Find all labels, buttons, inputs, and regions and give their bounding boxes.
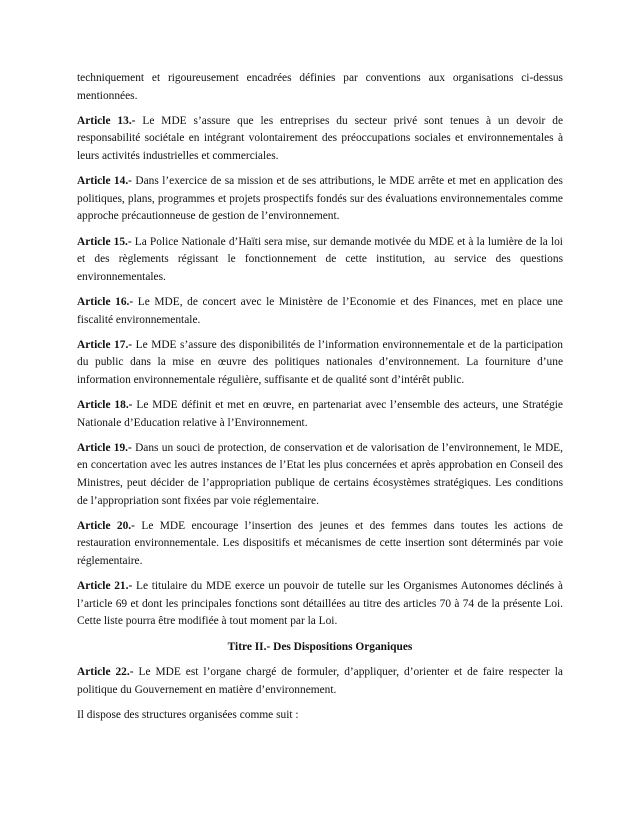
article-label: Article 21.- [77,580,133,593]
article-text: Le MDE encourage l’insertion des jeunes et des femmes dans toutes les actions de restauration environnementale. Les dispositifs et mécanismes de cette insertion sont déterminés par voie réglementaire. [77,519,563,567]
article-17 [77,337,563,390]
article-label: Article 16.- [77,295,134,308]
article-16 [77,294,563,329]
article-text: Le MDE définit et met en œuvre, en partenariat avec l’ensemble des acteurs, une Stratégie Nationale d’Education relative à l’Environnement. [77,399,563,429]
section-title-heading: Titre II.- Des Dispositions Organiques [227,640,413,653]
article-label: Article 18.- [77,399,133,412]
article-label: Article 19.- [77,441,132,454]
article-label: Article 14.- [77,175,132,188]
article-text: Le MDE est l’organe chargé de formuler, d’appliquer, d’orienter et de faire respecter la politique du Gouvernement en matière d’environnement. [77,666,563,696]
article-20 [77,518,563,571]
article-label: Article 22.- [77,666,134,679]
article-text: Le MDE, de concert avec le Ministère de l’Economie et des Finances, met en place une fiscalité environnementale. [77,295,563,326]
article-label: Article 17.- [77,338,133,351]
article-21 [77,578,563,631]
article-text: Le MDE s’assure des disponibilités de l’information environnementale et de la participation du public dans la mise en œuvre des politiques nationales d’environnement. La fourniture d’une information environnementale régulière, suffisante et de qualité sont d’intérêt public. [77,338,563,386]
article-text: La Police Nationale d’Haïti sera mise, sur demande motivée du MDE et à la lumière de la loi et des règlements régissant le fonctionnement de cette institution, au service des questions environnementales. [77,235,563,283]
article-label: Article 13.- [77,114,136,127]
closing-line: Il dispose des structures organisées comme suit : [77,708,299,721]
article-text: Le MDE s’assure que les entreprises du secteur privé sont tenues à un devoir de responsabilité sociétale en intégrant volontairement des préoccupations sociales et environnementales à leurs activités industrielles et commerciales. [77,114,563,162]
intro-paragraph: techniquement et rigoureusement encadrées définies par conventions aux organisations ci-dessus mentionnées. [77,72,563,102]
article-text: Dans un souci de protection, de conservation et de valorisation de l’environnement, le MDE, en concertation avec les autres instances de l’Etat les plus concernées et après approbation en Conseil des Ministres, peut décider de l’appropriation publique de certains écosystèmes stratégiques. Les conditions de l’appropriation sont fixées par voie réglementaire. [77,441,563,507]
article-label: Article 20.- [77,519,135,532]
article-15 [77,234,563,287]
article-18 [77,397,563,432]
article-text: Le titulaire du MDE exerce un pouvoir de tutelle sur les Organismes Autonomes déclinés à l’article 69 et dont les principales fonctions sont détaillées au titre des articles 70 à 74 de la présente Loi. Cette liste pourra être modifiée à tout moment par la Loi. [77,580,563,628]
article-label: Article 15.- [77,235,132,248]
article-14 [77,173,563,226]
article-19 [77,440,563,510]
article-text: Dans l’exercice de sa mission et de ses attributions, le MDE arrête et met en application des politiques, plans, programmes et projets prospectifs fondés sur des évaluations environnementales comme approche précautionneuse de gestion de l’environnement. [77,175,563,223]
document-page [77,70,563,732]
article-13 [77,113,563,166]
article-22 [77,664,563,699]
